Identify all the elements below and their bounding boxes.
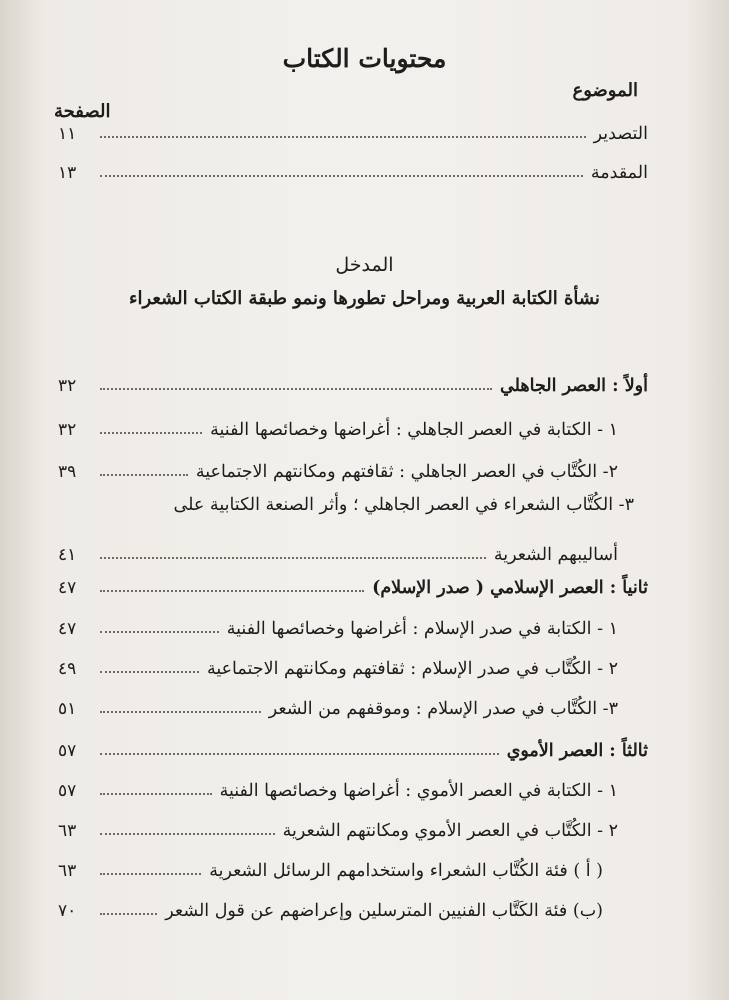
toc-entry	[58, 851, 603, 881]
toc-entry-text: ٣- الكُتَّاب في صدر الإسلام : وموقفهم من الشعر	[268, 699, 618, 719]
toc-page-number: ٤٧	[58, 619, 77, 639]
leader-dots	[100, 872, 201, 875]
toc-entry-text: ١ - الكتابة في صدر الإسلام : أغراضها وخصائصها الفنية	[226, 619, 618, 639]
toc-page-number: ٧٠	[58, 901, 77, 921]
toc-entry-text: ٢- الكُتَّاب في العصر الجاهلي : ثقافتهم ومكانتهم الاجتماعية	[195, 462, 618, 482]
toc-entry-preface	[58, 114, 648, 144]
toc-page-number: ٣٩	[58, 462, 77, 482]
section-title: العصر الجاهلي	[500, 376, 607, 396]
toc-page-number: ١٣	[58, 163, 77, 183]
toc-entry-text: أساليبهم الشعرية	[493, 545, 618, 565]
toc-entry-text: ١ - الكتابة في العصر الجاهلي : أغراضها وخصائصها الفنية	[210, 420, 618, 440]
toc-page-number: ٣٢	[58, 420, 77, 440]
leader-dots	[100, 431, 202, 434]
page-column-header: الصفحة	[54, 101, 111, 122]
toc-entry-text: ٣- الكُتَّاب الشعراء في العصر الجاهلي ؛ وأثر الصنعة الكتابية على	[173, 495, 634, 515]
toc-page-number: ٥١	[58, 699, 77, 719]
toc-entry-text: ( أ ) فئة الكُتَّاب الشعراء واستخدامهم الرسائل الشعرية	[209, 861, 603, 881]
toc-entry-text: ١ - الكتابة في العصر الأموي : أغراضها وخصائصها الفنية	[219, 781, 618, 801]
leader-dots	[100, 630, 219, 633]
toc-entry	[58, 410, 618, 440]
toc-page-number: ٤٧	[58, 578, 77, 598]
toc-entry-text: (ب) فئة الكَتَّاب الفنيين المترسلين وإعراضهم عن قول الشعر	[165, 901, 603, 921]
toc-entry	[58, 689, 618, 719]
leader-dots	[100, 792, 212, 795]
toc-page-number: ٦٣	[58, 821, 77, 841]
leader-dots	[100, 473, 188, 476]
leader-dots	[100, 556, 486, 559]
toc-page-number: ٤٩	[58, 659, 77, 679]
toc-entry	[58, 609, 618, 639]
toc-entry-introduction	[58, 153, 648, 183]
toc-entry-text: التصدير	[593, 124, 648, 144]
leader-dots	[100, 752, 499, 755]
intro-heading: المدخل	[335, 254, 394, 276]
toc-page-number: ١١	[58, 124, 77, 144]
section-ordinal: ثانياً :	[609, 578, 648, 598]
toc-entry	[58, 452, 618, 482]
topic-column-header: الموضوع	[572, 80, 638, 101]
toc-page-number: ٥٧	[58, 781, 77, 801]
toc-entry	[58, 771, 618, 801]
toc-entry	[58, 891, 603, 921]
toc-section-umayyad	[58, 731, 648, 761]
leader-dots	[100, 670, 199, 673]
section-ordinal: أولاً :	[612, 376, 648, 396]
toc-section-islamic	[58, 568, 648, 598]
toc-entry	[58, 811, 618, 841]
section-title: العصر الإسلامي ( صدر الإسلام)	[372, 578, 604, 598]
toc-entry-text: ٢ - الكُتَّاب في العصر الأموي ومكانتهم الشعرية	[282, 821, 618, 841]
toc-section-jahili	[58, 366, 648, 396]
toc-entry-text: المقدمة	[590, 163, 648, 183]
leader-dots	[100, 135, 586, 138]
toc-entry	[58, 535, 618, 565]
leader-dots	[100, 387, 492, 390]
section-ordinal: ثالثاً :	[609, 741, 648, 761]
leader-dots	[100, 912, 157, 915]
toc-page-number: ٥٧	[58, 741, 77, 761]
toc-entry	[58, 649, 618, 679]
toc-entry-text: ٢ - الكُتَّاب في صدر الإسلام : ثقافتهم ومكانتهم الاجتماعية	[206, 659, 618, 679]
toc-page-number: ٦٣	[58, 861, 77, 881]
toc-page-number: ٤١	[58, 545, 77, 565]
section-title: العصر الأموي	[506, 741, 604, 761]
intro-subtitle: نشأة الكتابة العربية ومراحل تطورها ونمو طبقة الكتاب الشعراء	[129, 288, 600, 309]
leader-dots	[100, 174, 583, 177]
leader-dots	[100, 832, 275, 835]
page-title: محتويات الكتاب	[282, 44, 447, 73]
leader-dots	[100, 589, 364, 592]
leader-dots	[100, 710, 261, 713]
toc-page-number: ٣٢	[58, 376, 77, 396]
